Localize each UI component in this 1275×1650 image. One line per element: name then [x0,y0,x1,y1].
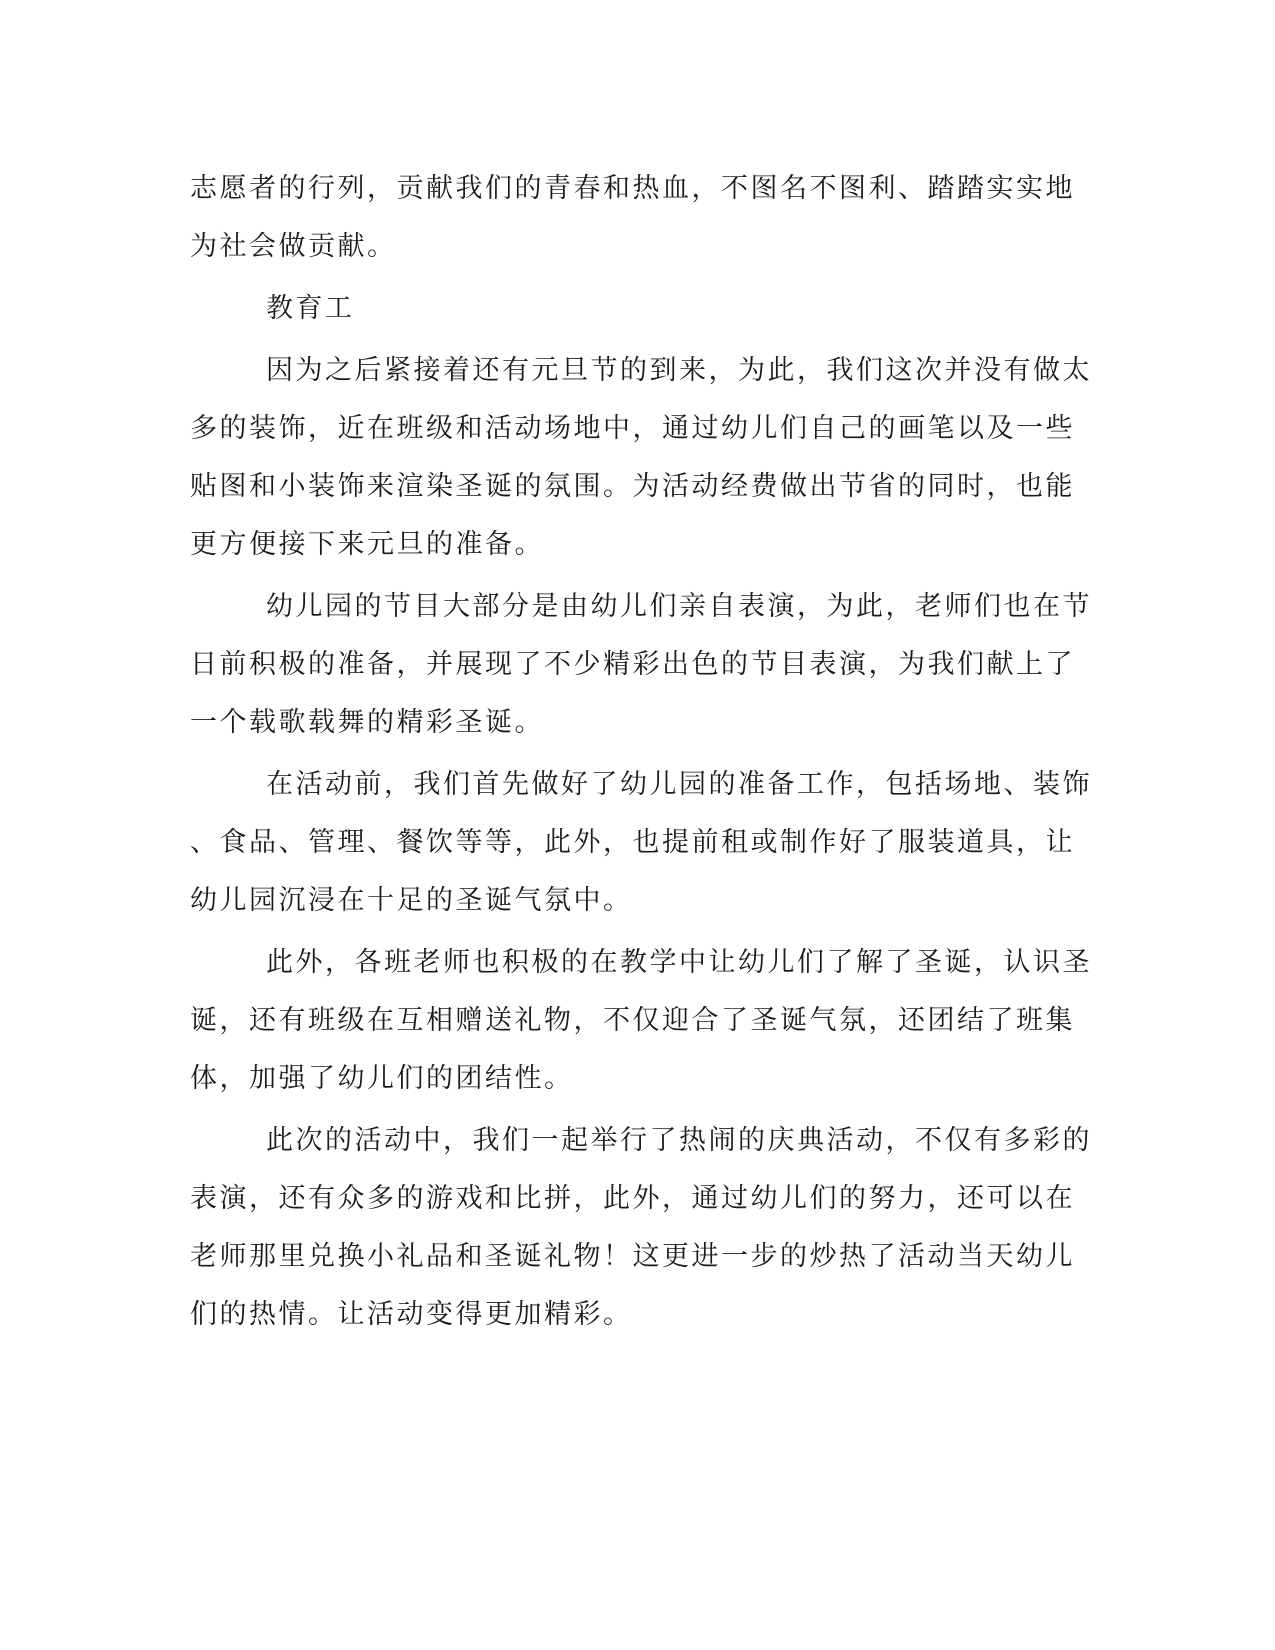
document-body [190,160,1090,1344]
paragraph-line: 幼儿园的节目大部分是由幼儿们亲自表演，为此，老师们也在节 [266,591,1092,622]
paragraph-line: 在活动前，我们首先做好了幼儿园的准备工作，包括场地、装饰 [266,769,1092,800]
paragraph-celebration [190,1112,1090,1344]
paragraph-line: 此外，各班老师也积极的在教学中让幼儿们了解了圣诞，认识圣 [266,947,1092,978]
paragraph-line: 老师那里兑换小礼品和圣诞礼物！这更进一步的炒热了活动当天幼儿 [190,1241,1075,1272]
paragraph-line: 、食品、管理、餐饮等等，此外，也提前租或制作好了服装道具，让 [190,827,1075,858]
paragraph-line: 因为之后紧接着还有元旦节的到来，为此，我们这次并没有做太 [266,355,1092,386]
paragraph-line: 多的装饰，近在班级和活动场地中，通过幼儿们自己的画笔以及一些 [190,413,1075,444]
paragraph-line: 为社会做贡献。 [190,231,397,262]
paragraph-volunteer [190,160,1090,276]
paragraph-education-heading [190,280,1090,338]
paragraph-line: 教育工 [266,293,355,324]
paragraph-line: 志愿者的行列，贡献我们的青春和热血，不图名不图利、踏踏实实地 [190,173,1075,204]
paragraph-line: 们的热情。让活动变得更加精彩。 [190,1299,633,1330]
paragraph-line: 贴图和小装饰来渲染圣诞的氛围。为活动经费做出节省的同时，也能 [190,471,1075,502]
paragraph-line: 日前积极的准备，并展现了不少精彩出色的节目表演，为我们献上了 [190,649,1075,680]
paragraph-line: 一个载歌载舞的精彩圣诞。 [190,707,544,738]
paragraph-decoration [190,342,1090,574]
paragraph-performances [190,578,1090,752]
paragraph-line: 幼儿园沉浸在十足的圣诞气氛中。 [190,885,633,916]
paragraph-line: 体，加强了幼儿们的团结性。 [190,1063,574,1094]
paragraph-line: 表演，还有众多的游戏和比拼，此外，通过幼儿们的努力，还可以在 [190,1183,1075,1214]
paragraph-line: 诞，还有班级在互相赠送礼物，不仅迎合了圣诞气氛，还团结了班集 [190,1005,1075,1036]
paragraph-line: 更方便接下来元旦的准备。 [190,529,544,560]
paragraph-line: 此次的活动中，我们一起举行了热闹的庆典活动，不仅有多彩的 [266,1125,1092,1156]
paragraph-teaching [190,934,1090,1108]
paragraph-preparation [190,756,1090,930]
